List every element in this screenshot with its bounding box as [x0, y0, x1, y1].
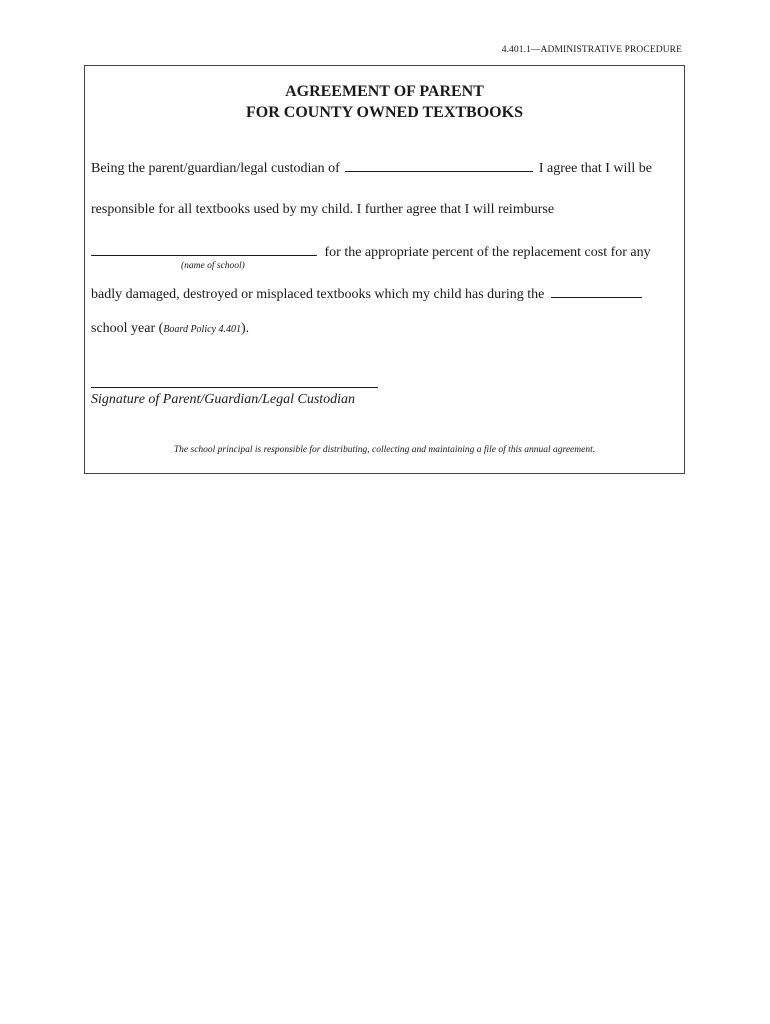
statement-line-4 — [91, 285, 642, 303]
agreement-form — [84, 65, 685, 474]
form-title-line1: AGREEMENT OF PARENT — [285, 83, 484, 100]
statement-line-4-text: badly damaged, destroyed or misplaced textbooks which my child has during the — [91, 287, 545, 302]
statement-line-1 — [91, 159, 652, 177]
statement-line-1-start: Being the parent/guardian/legal custodian of — [91, 161, 340, 176]
signature-line[interactable] — [91, 387, 378, 388]
principal-note: The school principal is responsible for distributing, collecting and maintaining a file of this annual agreement. — [173, 445, 596, 455]
board-policy-reference: Board Policy 4.401 — [163, 324, 241, 335]
child-name-blank[interactable] — [345, 159, 533, 172]
signature-label: Signature of Parent/Guardian/Legal Custodian — [91, 392, 356, 407]
school-year-blank[interactable] — [551, 285, 642, 298]
statement-line-5-end: ). — [240, 321, 250, 336]
statement-line-3 — [91, 243, 651, 261]
document-code: 4.401.1—ADMINISTRATIVE PROCEDURE — [501, 45, 682, 55]
statement-line-5-start: school year ( — [91, 321, 164, 336]
statement-line-2: responsible for all textbooks used by my child. I further agree that I will reimburse — [91, 202, 555, 217]
form-title-line2: FOR COUNTY OWNED TEXTBOOKS — [246, 104, 523, 121]
statement-line-5 — [91, 321, 249, 338]
school-name-blank[interactable] — [91, 243, 317, 256]
statement-line-3-end: for the appropriate percent of the replacement cost for any — [324, 245, 651, 260]
school-name-caption: (name of school) — [181, 261, 245, 271]
statement-line-1-end: I agree that I will be — [538, 161, 652, 176]
